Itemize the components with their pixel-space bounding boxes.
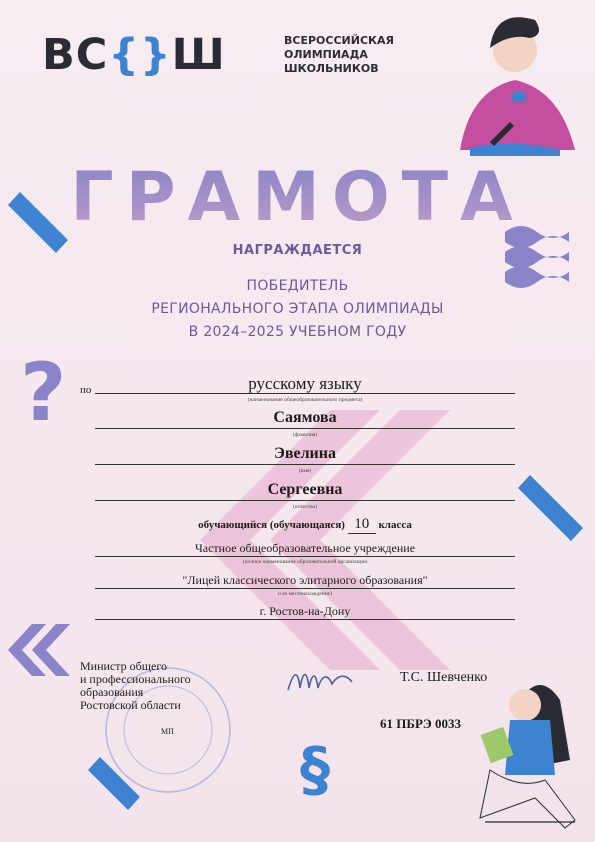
student-label: обучающийся (обучающаяся) — [198, 519, 345, 531]
subject-underline — [95, 393, 515, 394]
logo-brace: {} — [108, 30, 172, 80]
section-sign-decor: § — [300, 735, 330, 805]
winner-statement — [0, 275, 595, 344]
winner-line2: РЕГИОНАЛЬНОГО ЭТАПА ОЛИМПИАДЫ — [151, 301, 444, 317]
name-underline — [95, 464, 515, 465]
signature-scribble — [288, 675, 352, 691]
position-line2: и профессионального — [80, 672, 191, 686]
subject-caption: (наименование общеобразовательного предмета) — [247, 397, 363, 403]
olympiad-name — [284, 34, 394, 76]
blue-bar-bottom — [88, 757, 140, 810]
grade-value: 10 — [348, 516, 376, 534]
org-line1: Частное общеобразовательное учреждение — [194, 541, 416, 555]
city-underline — [95, 619, 515, 620]
grade-label: класса — [378, 519, 412, 531]
patronymic-value: Сергеевна — [267, 481, 343, 498]
surname-caption: (фамилия) — [292, 432, 318, 438]
org-caption: (полное наименование образовательной организации — [242, 559, 368, 565]
blue-bar-right — [518, 475, 583, 541]
position-line1: Министр общего — [80, 659, 167, 673]
winner-line3: В 2024–2025 УЧЕБНОМ ГОДУ — [188, 324, 407, 340]
patronymic-underline — [95, 500, 515, 501]
position-line4: Ростовской области — [80, 698, 181, 712]
awarded-heading: НАГРАЖДАЕТСЯ — [232, 243, 363, 258]
position-line3: образования — [80, 685, 144, 699]
org-underline-1 — [95, 556, 515, 557]
olympiad-name-line2: ОЛИМПИАДА — [284, 48, 368, 61]
serial-number: 61 ПБРЭ 0033 — [380, 716, 461, 731]
surname-value: Саямова — [273, 409, 337, 426]
logo-letters-left: ВС — [42, 30, 109, 80]
olympiad-name-line3: ШКОЛЬНИКОВ — [284, 62, 379, 75]
patronymic-caption: (отчество) — [292, 504, 318, 510]
winner-line1: ПОБЕДИТЕЛЬ — [246, 278, 349, 294]
po-label: по — [80, 384, 92, 396]
surname-underline — [95, 428, 515, 429]
org-line2: "Лицей классического элитарного образования" — [182, 573, 428, 587]
question-mark-decor: ? — [20, 346, 67, 439]
illustration-student-writing — [460, 17, 575, 156]
certificate-title: ГРАМОТА — [0, 158, 595, 237]
subject-value: русскому языку — [248, 374, 362, 393]
student-grade-line — [95, 516, 515, 534]
illustration-student-reading — [480, 685, 575, 828]
stamp-label: МП — [161, 727, 174, 736]
name-caption: (имя) — [298, 468, 312, 474]
locality-caption: и ее местонахождение) — [278, 591, 332, 597]
olympiad-logo — [42, 30, 226, 80]
org-underline-2 — [95, 588, 515, 589]
signer-position — [80, 660, 191, 712]
city-value: г. Ростов-на-Дону — [259, 604, 351, 618]
logo-letters-right: Ш — [171, 30, 226, 80]
olympiad-name-line1: ВСЕРОССИЙСКАЯ — [284, 34, 394, 47]
signer-name: Т.С. Шевченко — [400, 670, 488, 685]
name-value: Эвелина — [273, 445, 336, 462]
